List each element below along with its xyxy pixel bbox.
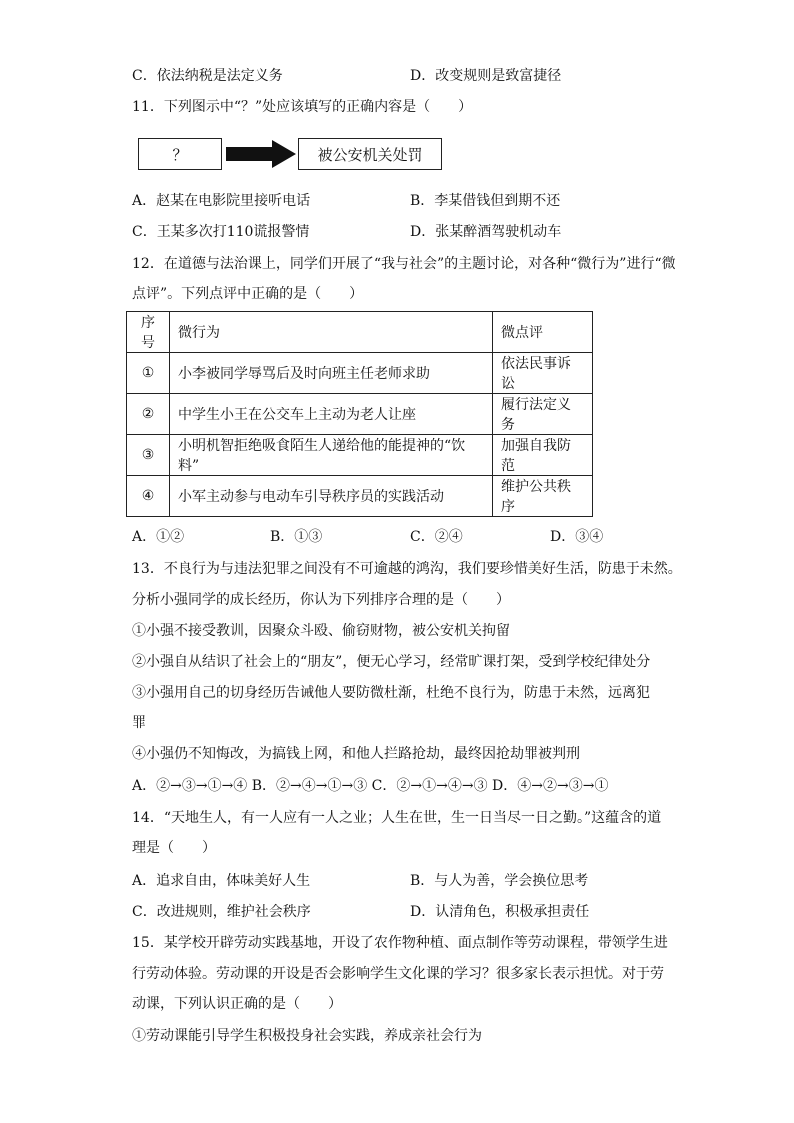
table-header-cell: 微行为: [170, 312, 493, 353]
q12-option-b: B．①③: [270, 529, 323, 545]
table-cell: 中学生小王在公交车上主动为老人让座: [170, 394, 493, 435]
q15-stem-line1: 15．某学校开辟劳动实践基地，开设了农作物种植、面点制作等劳动课程，带领学生进: [132, 935, 668, 951]
q13-item-2: ②小强自从结识了社会上的“朋友”，便无心学习，经常旷课打架，受到学校纪律处分: [132, 654, 651, 670]
diagram-arrow-shaft: [226, 147, 274, 161]
q12-stem-line1: 12．在道德与法治课上，同学们开展了“我与社会”的主题讨论，对各种“微行为”进行“微: [132, 256, 676, 272]
table-row: [127, 353, 593, 394]
q11-option-d: D．张某醉酒驾驶机动车: [410, 224, 562, 240]
q11-option-b: B．李某借钱但到期不还: [410, 193, 561, 209]
q14-option-d: D．认清角色，积极承担责任: [410, 904, 590, 920]
q13-stem-line2: 分析小强同学的成长经历，你认为下列排序合理的是（ ）: [132, 592, 510, 608]
table-cell: 履行法定义务: [493, 394, 593, 435]
arrow-right-icon: [272, 140, 296, 168]
table-header-cell: 微点评: [493, 312, 593, 353]
q15-stem-line2: 行劳动体验。劳动课的开设是否会影响学生文化课的学习？很多家长表示担忧。对于劳: [132, 966, 664, 982]
table-cell: ③: [127, 435, 170, 476]
table-cell: 小军主动参与电动车引导秩序员的实践活动: [170, 476, 493, 517]
table-row: [127, 394, 593, 435]
diagram-result-box: [298, 138, 442, 170]
q12-option-d: D．③④: [550, 529, 604, 545]
table-cell: 依法民事诉讼: [493, 353, 593, 394]
q13-item-3-line2: 罪: [132, 715, 146, 731]
q12-option-a: A．①②: [132, 529, 185, 545]
q12-option-c: C．②④: [410, 529, 463, 545]
diagram-result-label: 被公安机关处罚: [317, 145, 423, 164]
table-cell: ④: [127, 476, 170, 517]
table-cell: 小李被同学辱骂后及时向班主任老师求助: [170, 353, 493, 394]
table-header-cell: 序号: [127, 312, 170, 353]
q13-item-3-line1: ③小强用自己的切身经历告诫他人要防微杜渐，杜绝不良行为，防患于未然，远离犯: [132, 685, 650, 701]
q14-option-c: C．改进规则，维护社会秩序: [132, 904, 311, 920]
q11-option-c: C．王某多次打110谎报警情: [132, 224, 310, 240]
q14-option-a: A．追求自由，体味美好人生: [132, 873, 311, 889]
q14-stem-line1: 14．“天地生人，有一人应有一人之业；人生在世，生一日当尽一日之勤。”这蕴含的道: [132, 810, 662, 826]
q13-stem-line1: 13．不良行为与违法犯罪之间没有不可逾越的鸿沟，我们要珍惜美好生活，防患于未然。: [132, 561, 682, 577]
q14-option-b: B．与人为善，学会换位思考: [410, 873, 589, 889]
q11-stem: 11．下列图示中“？”处应该填写的正确内容是（ ）: [132, 99, 473, 115]
table-row: [127, 435, 593, 476]
q10-option-c: C．依法纳税是法定义务: [132, 68, 283, 84]
q15-item-1: ①劳动课能引导学生积极投身社会实践，养成亲社会行为: [132, 1028, 482, 1044]
table-cell: 小明机智拒绝吸食陌生人递给他的能提神的“饮料”: [170, 435, 493, 476]
diagram-unknown-box: [138, 138, 222, 170]
table-cell: 加强自我防范: [493, 435, 593, 476]
table-cell: ①: [127, 353, 170, 394]
q11-option-a: A．赵某在电影院里接听电话: [132, 193, 311, 209]
q15-stem-line3: 动课，下列认识正确的是（ ）: [132, 996, 342, 1012]
table-cell: ②: [127, 394, 170, 435]
q13-options: A．②→③→①→④ B．②→④→①→③ C．②→①→④→③ D．④→②→③→①: [132, 778, 609, 794]
table-row: [127, 476, 593, 517]
table-header-row: [127, 312, 593, 353]
q12-table: [126, 311, 593, 517]
q12-stem-line2: 点评”。下列点评中正确的是（ ）: [132, 286, 364, 302]
diagram-question-mark: ？: [172, 145, 188, 164]
table-cell: 维护公共秩序: [493, 476, 593, 517]
q13-item-1: ①小强不接受教训，因聚众斗殴、偷窃财物，被公安机关拘留: [132, 623, 510, 639]
q13-item-4: ④小强仍不知悔改，为搞钱上网，和他人拦路抢劫，最终因抢劫罪被判刑: [132, 746, 580, 762]
q14-stem-line2: 理是（ ）: [132, 840, 216, 856]
q10-option-d: D．改变规则是致富捷径: [410, 68, 562, 84]
